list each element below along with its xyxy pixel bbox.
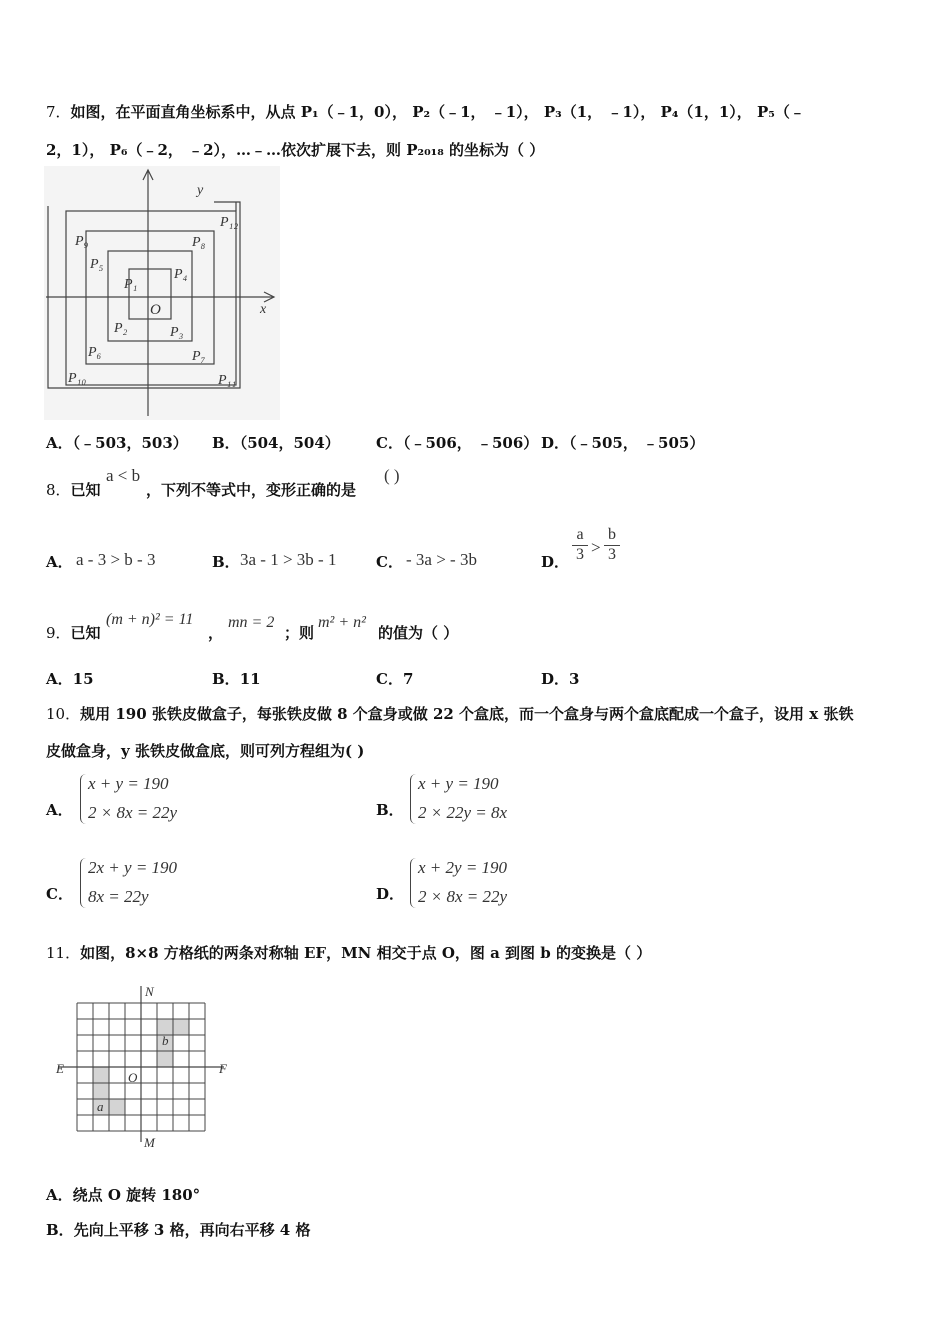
label-p9: P₉ <box>75 234 89 249</box>
q10-number: 10． <box>46 705 81 723</box>
q9-expr-1: (m + n)² = 11 <box>106 611 194 628</box>
option-letter: A． <box>46 801 73 819</box>
denominator: 3 <box>572 545 588 564</box>
q7-spiral-figure <box>44 166 280 420</box>
q8-d-fraction-2 <box>604 526 620 564</box>
q10-d-eq1: x + 2y = 190 <box>418 858 508 877</box>
q8-d-gt-sign: > <box>591 538 601 557</box>
q8-condition: a < b <box>106 466 141 485</box>
option-letter: D． <box>541 670 570 688</box>
q9-option-c[interactable] <box>376 668 413 689</box>
q8-option-b[interactable] <box>212 551 240 572</box>
label-p8: P₈ <box>192 235 206 250</box>
q9-mid-text: ；则 <box>284 624 315 642</box>
q8-number-pre <box>46 479 101 500</box>
q8-option-a[interactable] <box>46 551 73 572</box>
q9-number-pre <box>46 622 101 643</box>
option-text: （﹣503，503） <box>72 434 188 452</box>
label-p4: P₄ <box>174 267 188 282</box>
denominator: 3 <box>604 545 620 564</box>
left-brace-icon <box>80 774 87 824</box>
label-p6: P₆ <box>88 345 102 360</box>
q8-option-b-text: 3a - 1 > 3b - 1 <box>240 550 337 569</box>
q10-text-line2: 皮做盒身，y 张铁皮做盒底，则可列方程组为( ) <box>46 742 365 760</box>
option-letter: A． <box>46 434 73 452</box>
q7-text-line1: 如图，在平面直角坐标系中，从点 P₁（﹣1，0）， P₂（﹣1， ﹣1）， P₃（1， ﹣1）， P₄（1，1）， P₅（﹣ <box>70 103 805 121</box>
option-text: 先向上平移 3 格，再向右平移 4 格 <box>73 1221 311 1239</box>
label-p10: P₁₀ <box>68 371 87 386</box>
q8-option-c-text: - 3a > - 3b <box>406 550 477 569</box>
option-letter: B． <box>212 434 240 452</box>
q11-number: 11． <box>46 944 81 962</box>
q9-post-text: 的值为（ ） <box>378 624 459 642</box>
q9-expr-3: m² + n² <box>318 614 366 631</box>
label-e: E <box>56 1061 64 1076</box>
option-letter: A． <box>46 553 73 571</box>
label-f: F <box>219 1061 227 1076</box>
q9-option-a[interactable] <box>46 668 94 689</box>
label-p5: P₅ <box>90 257 104 272</box>
q8-pre-text: 已知 <box>70 481 101 499</box>
q8-option-a-text: a - 3 > b - 3 <box>76 550 156 569</box>
q10-c-eq2: 8x = 22y <box>88 887 149 906</box>
label-p1: P₁ <box>124 277 138 292</box>
q7-option-c[interactable] <box>376 432 538 453</box>
q10-a-eq2: 2 × 8x = 22y <box>88 803 178 822</box>
q10-text-line1: 规用 190 张铁皮做盒子，每张铁皮做 8 个盒身或做 22 个盒底，而一个盒身与两个盒底配成一个盒子，设用 x 张铁 <box>80 705 854 723</box>
label-n: N <box>145 984 154 999</box>
option-letter: D． <box>541 553 570 571</box>
option-letter: A． <box>46 1186 73 1204</box>
q10-option-b[interactable] <box>376 799 404 820</box>
option-text: （﹣506， ﹣506） <box>402 434 539 452</box>
label-b: b <box>162 1033 169 1048</box>
label-p7: P₇ <box>192 349 206 364</box>
q11-grid-figure <box>52 982 238 1152</box>
option-text: 15 <box>72 670 94 688</box>
q10-c-eq1: 2x + y = 190 <box>88 858 178 877</box>
q7-option-a[interactable] <box>46 432 188 453</box>
option-text: （﹣505， ﹣505） <box>569 434 705 452</box>
q8-option-d[interactable] <box>541 551 569 572</box>
q10-b-eq2: 2 × 22y = 8x <box>418 803 508 822</box>
option-letter: D． <box>541 434 570 452</box>
q10-line1 <box>46 703 853 724</box>
q11-option-b[interactable] <box>46 1219 310 1240</box>
q7-option-b[interactable] <box>212 432 340 453</box>
option-text: 3 <box>569 670 580 688</box>
q10-option-a[interactable] <box>46 799 73 820</box>
q11-line <box>46 942 651 963</box>
label-origin: O <box>128 1070 138 1085</box>
label-x: x <box>260 302 267 317</box>
left-brace-icon <box>410 858 417 908</box>
q9-number: 9． <box>46 624 71 642</box>
label-p2: P₂ <box>114 321 128 336</box>
q11-text: 如图，8×8 方格纸的两条对称轴 EF，MN 相交于点 O，图 a 到图 b 的变换是（ ） <box>80 944 652 962</box>
option-letter: A． <box>46 670 73 688</box>
q7-option-d[interactable] <box>541 432 704 453</box>
option-letter: C． <box>376 553 403 571</box>
option-letter: C． <box>376 670 403 688</box>
option-text: （504，504） <box>239 434 340 452</box>
label-a: a <box>97 1099 104 1114</box>
label-p11: P₁₁ <box>218 373 237 388</box>
q8-number: 8． <box>46 481 71 499</box>
q10-d-eq2: 2 × 8x = 22y <box>418 887 508 906</box>
option-letter: D． <box>376 885 405 903</box>
q11-option-a[interactable] <box>46 1184 200 1205</box>
label-p12: P₁₂ <box>220 215 239 230</box>
label-p3: P₃ <box>170 325 184 340</box>
option-letter: B． <box>212 670 240 688</box>
option-letter: C． <box>376 434 403 452</box>
q9-expr-2: mn = 2 <box>228 614 275 631</box>
q7-line1 <box>46 101 805 122</box>
q9-option-d[interactable] <box>541 668 579 689</box>
option-text: 绕点 O 旋转 180° <box>72 1186 201 1204</box>
numerator: a <box>576 526 584 543</box>
q10-a-eq1: x + y = 190 <box>88 774 169 793</box>
left-brace-icon <box>80 858 87 908</box>
q9-pre-text: 已知 <box>70 624 101 642</box>
q9-option-b[interactable] <box>212 668 261 689</box>
q8-option-c[interactable] <box>376 551 403 572</box>
left-brace-icon <box>410 774 417 824</box>
q8-post-text: ，下列不等式中，变形正确的是 <box>146 481 357 499</box>
option-letter: B． <box>46 1221 74 1239</box>
q7-text-line2: 2，1）， P₆（﹣2， ﹣2），…﹣…依次扩展下去，则 P₂₀₁₈ 的坐标为（ ） <box>46 141 545 159</box>
label-origin: O <box>150 302 161 318</box>
q8-answer-paren: ( ) <box>384 466 400 485</box>
q10-option-d[interactable] <box>376 883 404 904</box>
q9-comma: ， <box>208 624 224 642</box>
option-text: 11 <box>239 670 261 688</box>
option-letter: B． <box>212 553 240 571</box>
q10-option-c[interactable] <box>46 883 73 904</box>
numerator: b <box>608 526 616 543</box>
label-y: y <box>197 183 204 198</box>
option-letter: B． <box>376 801 404 819</box>
option-letter: C． <box>46 885 73 903</box>
q10-b-eq1: x + y = 190 <box>418 774 499 793</box>
option-text: 7 <box>402 670 414 688</box>
label-m: M <box>144 1135 155 1150</box>
q8-d-fraction-1 <box>572 526 588 564</box>
q7-number: 7． <box>46 103 71 121</box>
